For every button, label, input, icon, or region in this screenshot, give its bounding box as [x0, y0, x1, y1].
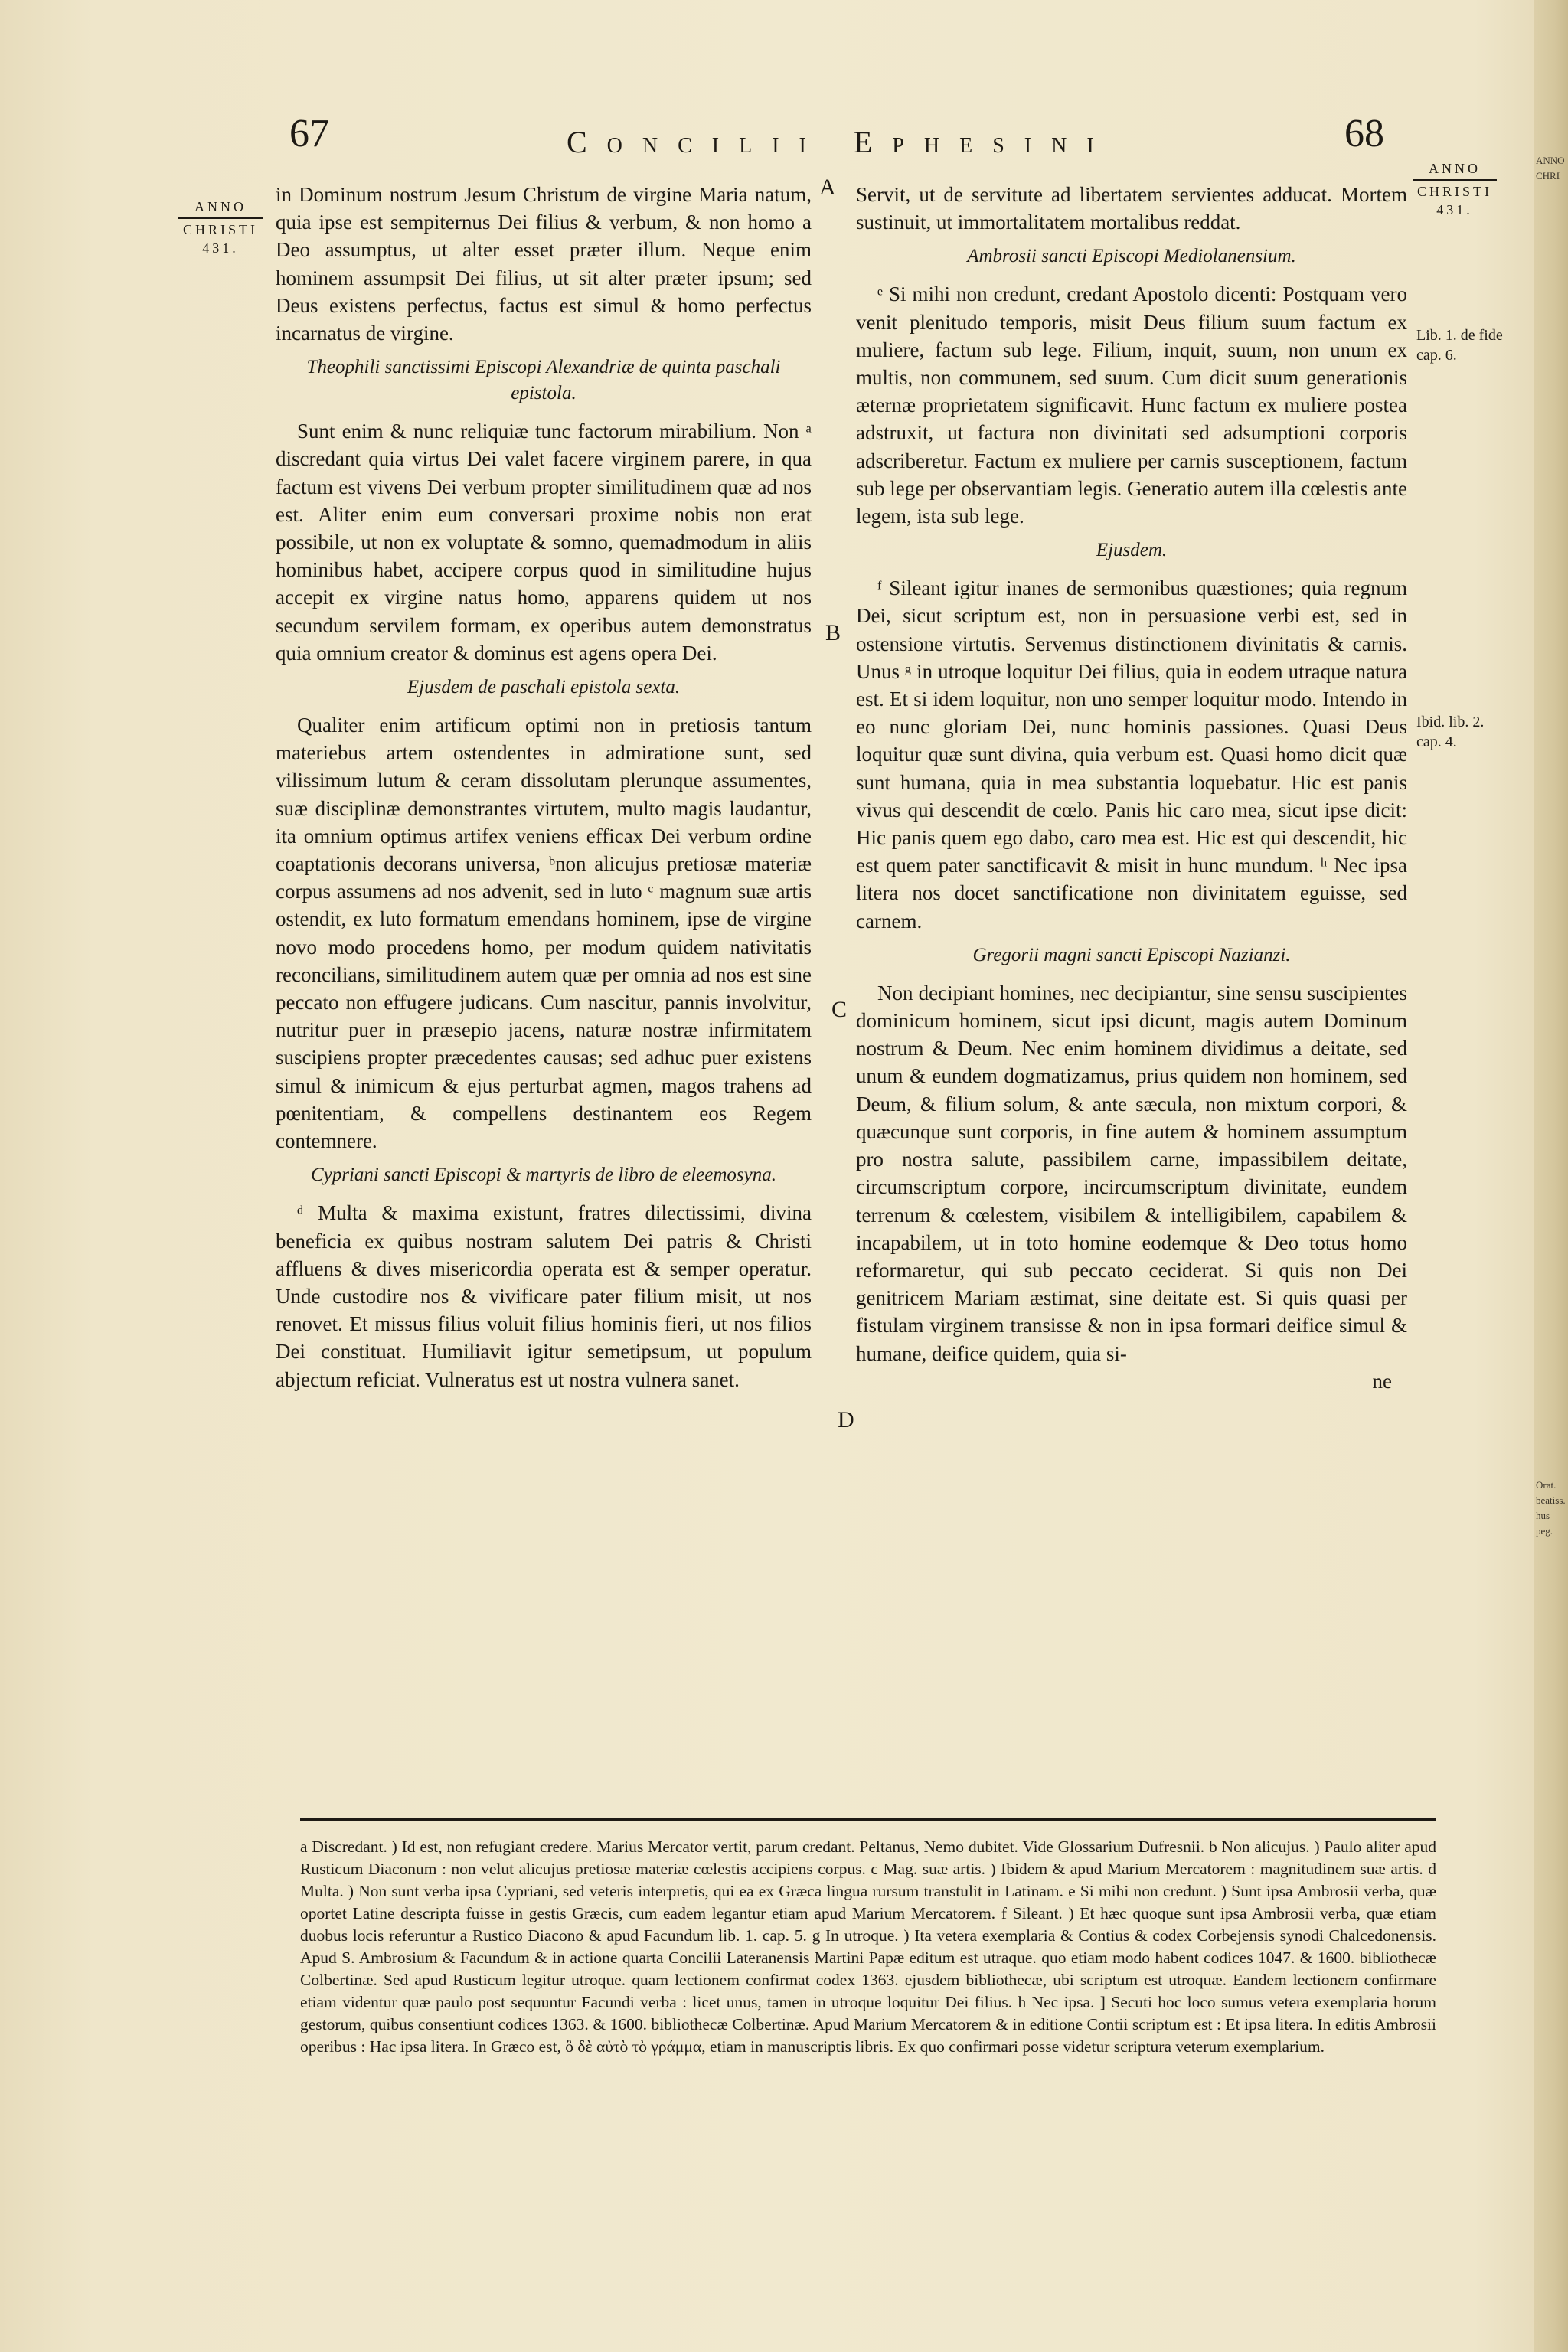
section-marker-a: A — [819, 175, 836, 200]
left-heading-theophilus: Theophili sanctissimi Episcopi Alexandriæ de quinta paschali epistola. — [306, 357, 781, 404]
footnote-text: a Discredant. ) Id est, non refugiant credere. Marius Mercator vertit, parum credant. Peltanus, Nemo dubitet. Vide Glossarium Dufresnii. b Non alicujus. ) Paulo aliter apud Rusticum Diaconum : non velut alicujus pretiosæ materiæ cœlestis accipiens corpus. c Mag. suæ artis. ) Ibidem & apud Marium Mercatorem : magnitudinem suæ artis. d Multa. ) Non sunt verba ipsa Cypriani, sed veteris interpretis, qui ea ex Græca lingua rursum transtulit in Latinam. e Si mihi non credunt. ) Sunt ipsa Ambrosii verba, quæ oportet Latine descripta fuisse in gestis Græcis, cum eadem legantur etiam apud Marium Mercatorem. f Sileant. ) Et hæc quoque sunt ipsa Ambrosii verba, quæ etiam duobus locis referuntur a Rustico Diacono & apud Facundum lib. 1. cap. 5. g In utroque. ) Ita vetera exemplaria & Contius & codex Corbejensis synodi Chalcedonensis. Apud S. Ambrosium & Facundum & in actione quarta Concilii Lateranensis Martini Papæ editum est utraque. quo etiam modo habent codices 1047. & 1600. bibliothecæ Colbertinæ. Sed apud Rusticum legitur utroque. quam lectionem confirmat codex 1363. ejusdem bibliothecæ, ubi scriptum est utroquæ. Eandem lectionem confirmare etiam videntur quæ paulo post sequuntur Facundi verba : licet unus, tamen in utroque loquitur Dei filius. h Nec ipsa. ] Secuti hoc loco sumus vetera exemplaria horum gestorum, quibus consentiunt codices 1363. & 1600. bibliothecæ Colbertinæ. Apud Marium Mercatorem & in editione Contii scriptum est : Et ipsa litera. In editis Ambrosii operibus : Hac ipsa litera. In Græco est, ὃ δὲ αὐτὸ τὸ γράμμα, etiam in manuscriptis libris. Ex quo confirmari posse videtur scriptura veterum exemplarium. — [300, 1838, 1436, 2056]
left-heading-cyprian: Cypriani sancti Episcopi & martyris de libro de eleemosyna. — [310, 1165, 777, 1186]
footnote-rule — [300, 1818, 1436, 1821]
anno-label: ANNO — [194, 199, 247, 214]
anno-christi-right — [1401, 159, 1508, 219]
margin-reference-ambrose-1: Lib. 1. de fide cap. 6. — [1416, 327, 1503, 364]
year-label: 431. — [1436, 202, 1473, 217]
left-heading-ejusdem: Ejusdem de paschali epistola sexta. — [407, 677, 681, 698]
facing-page-edge — [1534, 0, 1568, 2352]
right-paragraph-2: ᵉ Si mihi non credunt, credant Apostolo dicenti: Postquam vero venit plenitudo temporis, misit Deus filium suum factum ex muliere, factum sub lege. Filium, inquit, suum, non unum ex multis, non communem, sed suum. Cum dicit suum generationis æternæ proprietatem significavit. Hunc factum ex muliere postea adstruxit, ut factura non divinitati sed adsumptioni corporis adscriberetur. Factum ex muliere per carnis susceptionem, factum sub lege per observantiam legis. Generatio autem illa cœlestis ante legem, ista sub lege. — [856, 283, 1407, 528]
left-paragraph-4: ᵈ Multa & maxima existunt, fratres dilectissimi, divina beneficia ex quibus nostram salutem Dei patris & Christi affluens & dives misericordia operata est & semper operatur. Unde custodire nos & vivificare pater filium misit, ut nos renovet. Et missus filius voluit filius hominis fieri, ut nos filios Dei constituat. Humiliavit igitur semetipsum, ut populum abjectum reficiat. Vulneratus est ut nostra vulnera sanet. — [276, 1201, 812, 1391]
anno-rule — [178, 217, 263, 219]
anno-rule — [1413, 179, 1497, 181]
left-paragraph-1: in Dominum nostrum Jesum Christum de virgine Maria natum, quia ipse est sempiternus Dei filius & verbum, & non homo a Deo assumptus, ut alter esset præter illum. Neque enim hominem assumpsit Dei filius, ut sit alter præter ipsum; sed Deus existens perfectus, factus est simul & homo perfectus incarnatus de virgine. — [276, 183, 812, 345]
catchword: ne — [1372, 1369, 1392, 1393]
christi-label: CHRISTI — [1416, 184, 1492, 199]
right-paragraph-1: Servit, ut de servitute ad libertatem servientes adducat. Mortem sustinuit, ut immortalitatem mortalibus reddat. — [856, 183, 1407, 234]
right-text-column — [856, 181, 1407, 1395]
edge-anno: ANNO CHRI — [1536, 155, 1565, 181]
margin-reference-ambrose-2: Ibid. lib. 2. cap. 4. — [1416, 714, 1485, 750]
right-paragraph-4: Non decipiant homines, nec decipiantur, sine sensu suscipientes dominicum hominem, sicut ipsi dicunt, magis autem Dominum nostrum & Deum. Nec enim hominem dividimus a deitate, sed unum & eundem dogmatizamus, prius quidem non hominem, sed Deum, & filium solum, & ante sæcula, non mixtum corpori, & quæcunque sunt corporis, in fine autem & hominem assumptum pro nostra salute, passibilem carne, impassibilem deitate, circumscriptum corpore, incircumscriptum divinitate, eundem terrenum & cœlestem, visibilem & intelligibilem, capabilem & incapabilem, ut in toto homine eodemque & Deo totus homo reformaretur, qui sub peccato ceciderat. Si quis non Dei genitricem Mariam æstimat, sine deitate est. Si quis quasi per fistulam virginem transisse & non in ipsa formari deifice simul & humane, deifice quidem, quia si- — [856, 981, 1407, 1365]
anno-label: ANNO — [1429, 161, 1481, 176]
year-label: 431. — [202, 240, 239, 256]
page-number-right: 68 — [1344, 112, 1384, 155]
left-text-column — [276, 181, 812, 1393]
page-number-left: 67 — [289, 112, 329, 155]
right-heading-gregory: Gregorii magni sancti Episcopi Nazianzi. — [972, 944, 1291, 965]
right-heading-ambrose: Ambrosii sancti Episcopi Mediolanensium. — [967, 246, 1296, 267]
section-marker-c: C — [831, 997, 848, 1022]
left-paragraph-3: Qualiter enim artificum optimi non in pretiosis tantum materiebus artem ostendentes in admiratione sunt, sed vilissimum lutum & ceram dissolutam plerunque assumentes, suæ disciplinæ demonstrantes virtutem, multo magis laudantur, ita omnium optimus artifex veniens efficax Dei verbum ordine coaptationis decorans universa, ᵇnon alicujus pretiosæ materiæ corpus assumens ad nos advenit, sed in luto ᶜ magnum suæ artis ostendit, ex luto formatum emendans hominem, ipse de virgine novo modo procedens homo, per modum quidem nativitatis reconcilians, similitudinem autem quæ per omnia ad nos est sine peccato non effugere judicans. Cum nascitur, pannis involvitur, nutritur puer in præsepio jacens, naturæ nostræ infirmitatem suscipiens propter præcedentes causas; sed adhuc puer existens simul & inimicum & ejus perturbat agmen, magos trahens ad pœnitentiam, & compellens destinantem eos Regem contemnere. — [276, 714, 812, 1153]
edge-margin-note: Orat. beatiss. hus peg. — [1536, 1479, 1566, 1537]
right-heading-ejusdem: Ejusdem. — [1096, 540, 1168, 561]
footnotes-block — [300, 1836, 1436, 2058]
christi-label: CHRISTI — [182, 222, 258, 237]
left-paragraph-2: Sunt enim & nunc reliquiæ tunc factorum mirabilium. Non ᵃ discredant quia virtus Dei valet facere virginem parere, in qua factum est vivens Dei verbum propter similitudinem quæ ad nos est. Aliter enim eum conversari proxime nobis non erat possibile, ut non ex voluptate & somno, quemadmodum in aliis hominibus habet, accipere corpus quod in similitudine hujus accepit ex virgine natus homo, apparens quidem ut nos secundum servilem formam, ex operibus autem demonstratus quia omnium creator & dominus est agens opera Dei. — [276, 420, 812, 665]
running-header-title: Concilii Ephesini — [567, 125, 1114, 159]
section-marker-b: B — [825, 620, 841, 645]
section-marker-d: D — [838, 1407, 854, 1432]
right-paragraph-3: ᶠ Sileant igitur inanes de sermonibus quæstiones; quia regnum Dei, sicut scriptum est, non in persuasione verbi est, sed in ostensione virtutis. Servemus distinctionem divinitatis & carnis. Unus ᵍ in utroque loquitur Dei filius, quia in eodem utraque natura est. Et si idem loquitur, non uno semper loquitur modo. Intendo in eo nunc gloriam Dei, nunc hominis passiones. Quasi Deus loquitur quæ sunt divina, quia verbum est. Quasi homo dicit quæ sunt humana, quia in mea substantia loquebatur. Hic est panis vivus qui descendit de cœlo. Panis hic caro mea, sicut ipse dicit: Hic panis quem ego dabo, caro mea est. Hic est qui descendit, hic est quem pater sanctificavit & misit in hunc mundum. ʰ Nec ipsa litera nos docet sanctificatione non divinitatem eguisse, sed carnem. — [856, 577, 1407, 933]
anno-christi-left — [167, 198, 274, 257]
